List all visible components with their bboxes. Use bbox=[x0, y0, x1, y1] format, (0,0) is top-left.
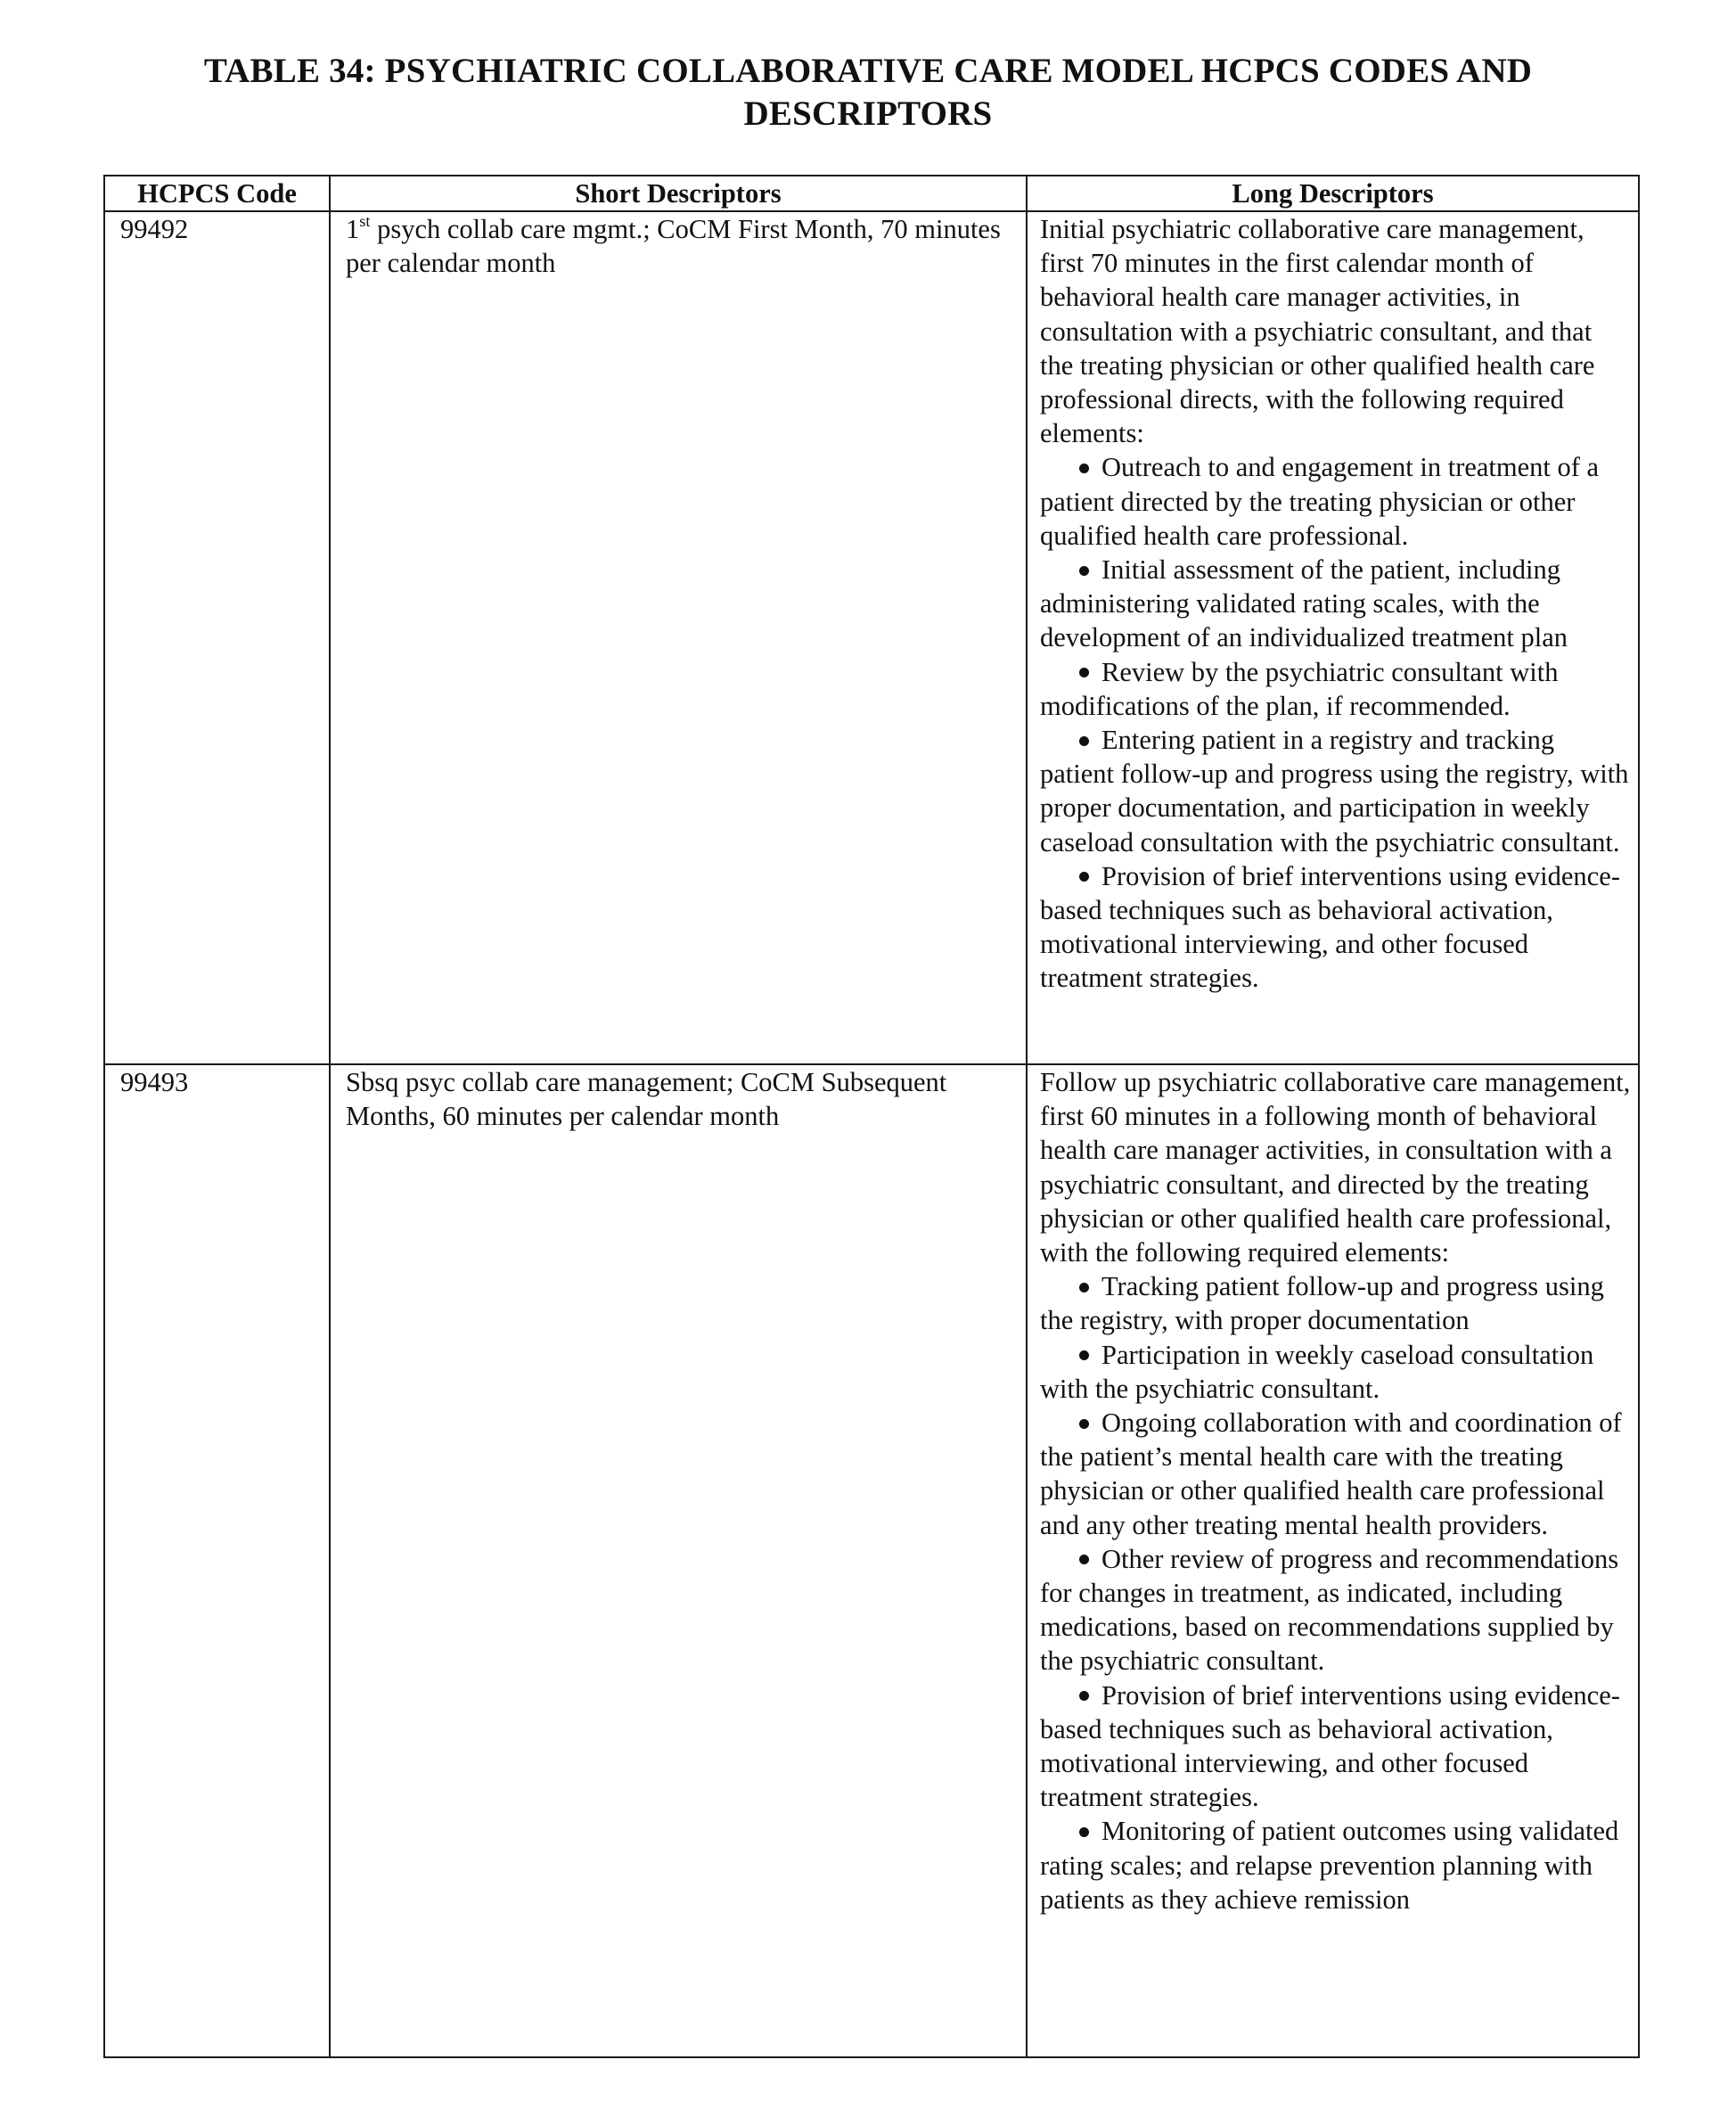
bullet-icon bbox=[1079, 736, 1089, 746]
long-descriptor-intro: Follow up psychiatric collaborative care management, first 60 minutes in a following month of behavioral health care manager activities, in consultation with a psychiatric consultant, and directed by the treating physician or other qualified health care professional, with the following required elements: bbox=[1040, 1067, 1631, 1268]
header-hcpcs-code: HCPCS Code bbox=[104, 176, 330, 211]
bullet-icon bbox=[1079, 1419, 1089, 1429]
bullet-icon bbox=[1079, 464, 1089, 473]
long-descriptor-cell bbox=[1027, 1064, 1639, 2057]
bullet-text: Provision of brief interventions using evidence-based techniques such as behavioral activation, motivational interviewing, and other focused treatment strategies. bbox=[1040, 860, 1620, 994]
bullet-text: Tracking patient follow-up and progress using the registry, with proper documentation bbox=[1040, 1271, 1604, 1336]
header-long-descriptors: Long Descriptors bbox=[1027, 176, 1639, 211]
long-descriptor-intro: Initial psychiatric collaborative care management, first 70 minutes in the first calendar month of behavioral health care manager activities, in consultation with a psychiatric consultant, and that the treating physician or other qualified health care professional directs, with the following required elements: bbox=[1040, 214, 1595, 449]
bullet-item bbox=[1040, 553, 1631, 655]
bullet-text: Other review of progress and recommendations for changes in treatment, as indicated, including medications, based on recommendations supplied by the psychiatric consultant. bbox=[1040, 1543, 1619, 1677]
bullet-item bbox=[1040, 1338, 1631, 1406]
bullet-item bbox=[1040, 1678, 1631, 1815]
short-descriptor-cell bbox=[330, 211, 1027, 1064]
bullet-item bbox=[1040, 1542, 1631, 1678]
long-descriptor-cell bbox=[1027, 211, 1639, 1064]
bullet-item bbox=[1040, 859, 1631, 996]
bullet-icon bbox=[1079, 872, 1089, 882]
bullet-icon bbox=[1079, 1283, 1089, 1292]
bullet-text: Outreach to and engagement in treatment of a patient directed by the treating physician or other qualified health care professional. bbox=[1040, 452, 1600, 551]
bullet-icon bbox=[1079, 566, 1089, 576]
bullet-text: Monitoring of patient outcomes using validated rating scales; and relapse prevention planning with patients as they achieve remission bbox=[1040, 1816, 1619, 1915]
bullet-text: Initial assessment of the patient, including administering validated rating scales, with the development of an individualized treatment plan bbox=[1040, 554, 1568, 653]
bullet-icon bbox=[1079, 668, 1089, 677]
table-row bbox=[104, 211, 1639, 1064]
bullet-icon bbox=[1079, 1555, 1089, 1564]
table-row bbox=[104, 1064, 1639, 2057]
bullet-text: Ongoing collaboration with and coordination of the patient’s mental health care with the treating physician or other qualified health care professional and any other treating mental health providers. bbox=[1040, 1407, 1622, 1540]
bullet-text: Entering patient in a registry and tracking patient follow-up and progress using the registry, with proper documentation, and participation in weekly caseload consultation with the psychiatric consultant. bbox=[1040, 725, 1629, 858]
bullet-item bbox=[1040, 1814, 1631, 1916]
page-title-line-1: TABLE 34: PSYCHIATRIC COLLABORATIVE CARE MODEL HCPCS CODES AND bbox=[203, 52, 1533, 90]
bullet-text: Review by the psychiatric consultant with modifications of the plan, if recommended. bbox=[1040, 656, 1559, 721]
short-descriptor-ordinal: 1 bbox=[346, 214, 360, 244]
short-descriptor-cell: Sbsq psyc collab care management; CoCM Subsequent Months, 60 minutes per calendar month bbox=[330, 1064, 1027, 2057]
bullet-icon bbox=[1079, 1827, 1089, 1837]
short-descriptor-ordinal-suffix: st bbox=[359, 212, 371, 231]
bullet-item bbox=[1040, 1406, 1631, 1542]
table-header-row bbox=[104, 176, 1639, 211]
page-title bbox=[0, 50, 1736, 135]
bullet-item bbox=[1040, 1269, 1631, 1337]
bullet-text: Participation in weekly caseload consultation with the psychiatric consultant. bbox=[1040, 1339, 1594, 1404]
bullet-item bbox=[1040, 450, 1631, 553]
code-cell: 99492 bbox=[104, 211, 330, 1064]
bullet-item bbox=[1040, 655, 1631, 723]
bullet-item bbox=[1040, 723, 1631, 859]
hcpcs-codes-table bbox=[103, 175, 1640, 2058]
page-title-line-2: DESCRIPTORS bbox=[743, 94, 993, 133]
short-descriptor-text: psych collab care mgmt.; CoCM First Month, 70 minutes per calendar month bbox=[346, 214, 1001, 279]
header-short-descriptors: Short Descriptors bbox=[330, 176, 1027, 211]
bullet-text: Provision of brief interventions using evidence-based techniques such as behavioral activation, motivational interviewing, and other focused treatment strategies. bbox=[1040, 1679, 1620, 1813]
bullet-icon bbox=[1079, 1350, 1089, 1360]
bullet-icon bbox=[1079, 1691, 1089, 1701]
code-cell: 99493 bbox=[104, 1064, 330, 2057]
